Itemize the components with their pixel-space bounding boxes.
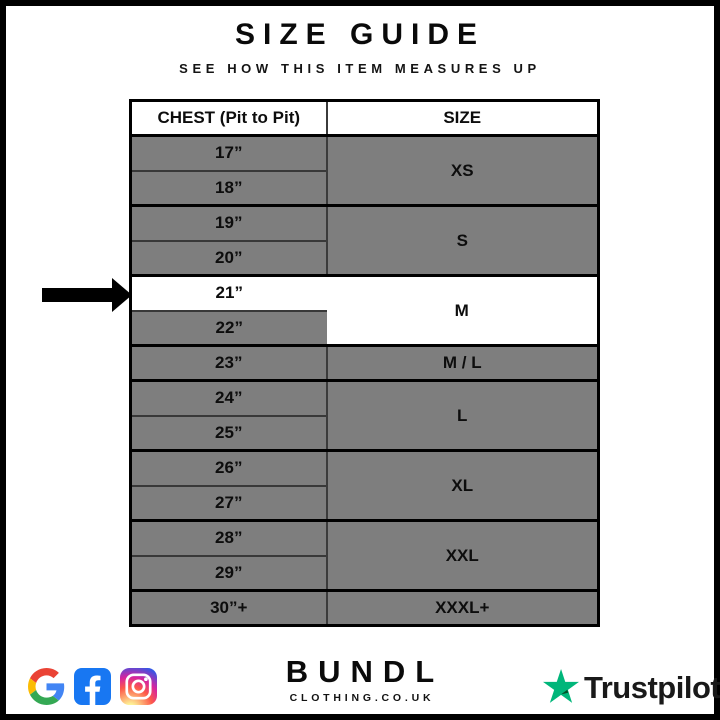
chest-cell-27: 27” — [131, 486, 327, 521]
trustpilot-label: Trustpilot — [584, 670, 720, 705]
chest-cell-19: 19” — [131, 206, 327, 241]
size-cell-m-l: M / L — [327, 346, 599, 381]
chest-cell-22: 22” — [131, 311, 327, 346]
size-cell-xxxl-plus: XXXL+ — [327, 591, 599, 626]
size-cell-xl: XL — [327, 451, 599, 521]
size-cell-xxl: XXL — [327, 521, 599, 591]
selected-row-arrow-icon — [42, 278, 132, 312]
chest-cell-30plus: 30”+ — [131, 591, 327, 626]
size-cell-m-selected: M — [327, 276, 599, 346]
size-cell-xs: XS — [327, 136, 599, 206]
size-guide-table — [129, 99, 600, 627]
chest-cell-26: 26” — [131, 451, 327, 486]
column-header-size: SIZE — [327, 101, 599, 136]
size-cell-s: S — [327, 206, 599, 276]
chest-cell-17: 17” — [131, 136, 327, 171]
table-row-selected — [131, 276, 599, 311]
table-row — [131, 451, 599, 486]
table-row — [131, 206, 599, 241]
table-row — [131, 136, 599, 171]
chest-cell-24: 24” — [131, 381, 327, 416]
brand-domain: CLOTHING.CO.UK — [289, 692, 435, 704]
size-cell-l: L — [327, 381, 599, 451]
chest-cell-23: 23” — [131, 346, 327, 381]
table-row — [131, 346, 599, 381]
chest-cell-20: 20” — [131, 241, 327, 276]
chest-cell-21-selected: 21” — [131, 276, 327, 311]
table-row — [131, 591, 599, 626]
trustpilot-logo[interactable] — [543, 668, 720, 708]
brand-name: BUNDL — [285, 654, 445, 689]
page-subtitle: SEE HOW THIS ITEM MEASURES UP — [179, 61, 541, 76]
table-row — [131, 381, 599, 416]
page-title: SIZE GUIDE — [234, 18, 486, 51]
chest-cell-29: 29” — [131, 556, 327, 591]
column-header-chest: CHEST (Pit to Pit) — [131, 101, 327, 136]
chest-cell-25: 25” — [131, 416, 327, 451]
chest-cell-18: 18” — [131, 171, 327, 206]
chest-cell-28: 28” — [131, 521, 327, 556]
table-header-row — [131, 101, 599, 136]
trustpilot-star-icon — [543, 668, 579, 708]
table-row — [131, 521, 599, 556]
